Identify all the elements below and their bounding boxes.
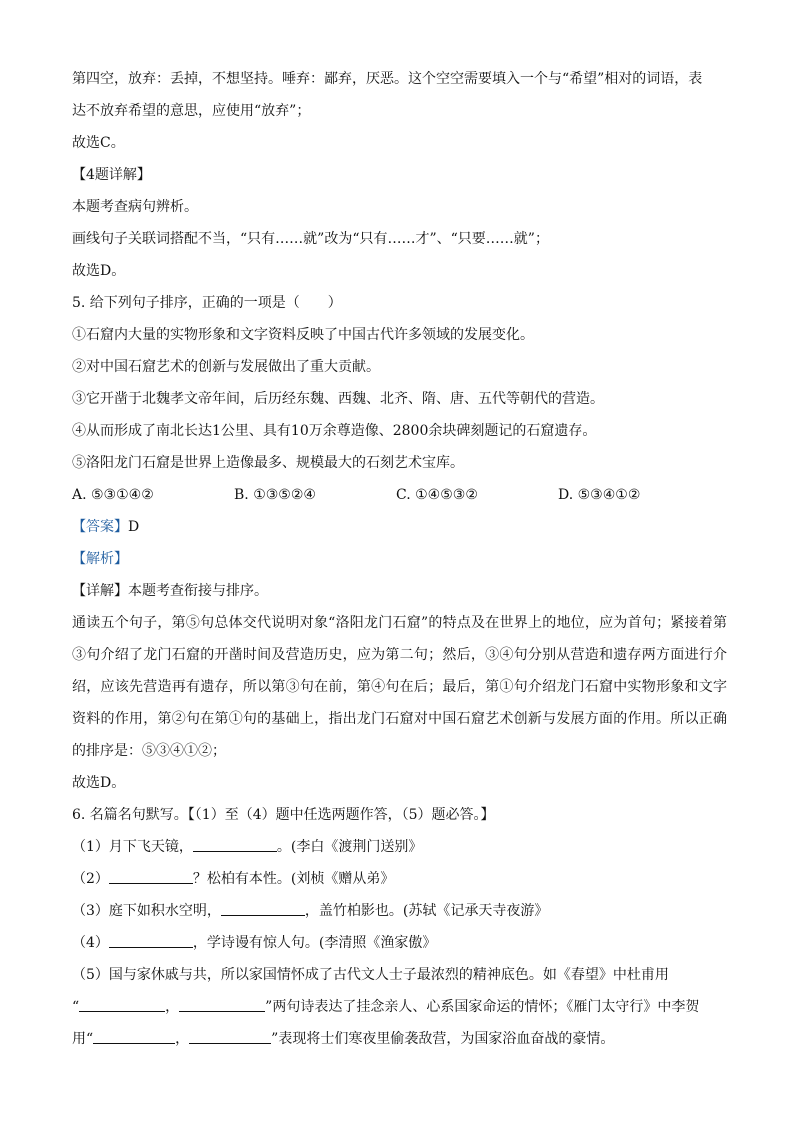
q5-sentence-5: ⑤洛阳龙门石窟是世界上造像最多、规模最大的石刻艺术宝库。: [72, 455, 464, 471]
q6-item-1: [72, 831, 727, 863]
q4-heading: 【4题详解】: [72, 167, 151, 183]
q5-choice: 故选D。: [72, 775, 126, 791]
q3-blank4-line1: 第四空，放弃：丢掉，不想坚持。唾弃：鄙弃，厌恶。这个空空需要填入一个与“希望”相对的词语，表: [72, 71, 703, 87]
q3-choice: 故选C。: [72, 135, 125, 151]
q5-sentence-2: ②对中国石窟艺术的创新与发展做出了重大贡献。: [72, 359, 380, 375]
detail-intro: 本题考查衔接与排序。: [128, 583, 268, 599]
q6-item-5-line2: [72, 991, 727, 1023]
q5-explanation: 通读五个句子，第⑤句总体交代说明对象“洛阳龙门石窟”的特点及在世界上的地位，应为首句；紧接着第③句介绍了龙门石窟的开凿时间及营造历史，应为第二句；然后，③④句分别从营造和遗存两方面进行介绍，应该先营造再有遗存，所以第③句在前，第④句在后；最后，第①句介绍龙门石窟中实物形象和文字资料的作用，第②句在第①句的基础上，指出龙门石窟对中国石窟艺术创新与发展方面的作用。所以正确的排序是：⑤③④①②；: [72, 615, 727, 759]
q6-stem: 6. 名篇名句默写。【（1）至（4）题中任选两题作答，（5）题必答。】: [72, 807, 495, 823]
q6-item-3-suffix: ，盖竹柏影也。(苏轼《记承天寺夜游》: [304, 903, 549, 919]
answer-blank[interactable]: [109, 866, 193, 884]
q6-item-2-suffix: ？松柏有本性。(刘桢《赠从弟》: [192, 871, 395, 887]
answer-blank[interactable]: [221, 898, 305, 916]
q5-option-b: B. ①③⑤②④: [234, 487, 316, 503]
q6-item-3-prefix: （3）庭下如积水空明，: [72, 903, 221, 919]
q6-item-5-line1: （5）国与家休戚与共，所以家国情怀成了古代文人士子最浓烈的精神底色。如《春望》中杜甫用: [72, 967, 669, 983]
q5-detail: [72, 575, 727, 607]
q5-sentence-1: ①石窟内大量的实物形象和文字资料反映了中国古代许多领域的发展变化。: [72, 327, 534, 343]
q5-options: [72, 479, 727, 511]
detail-tag: 【详解】: [72, 583, 128, 599]
q6-item-5-line3-prefix: 用“: [72, 1031, 94, 1047]
q6-item-3: [72, 895, 727, 927]
q6-item-4-suffix: ，学诗谩有惊人句。(李清照《渔家傲》: [192, 935, 437, 951]
q5-sentence-4: ④从而形成了南北长达1公里、具有10万余尊造像、2800余块碑刻题记的石窟遗存。: [72, 423, 597, 439]
q6-item-1-suffix: 。(李白《渡荆门送别》: [276, 839, 423, 855]
q6-item-2-prefix: （2）: [72, 871, 109, 887]
document-body: [72, 63, 727, 1055]
q3-blank4-line2: 达不放弃希望的意思，应使用“放弃”；: [72, 103, 311, 119]
q4-choice: 故选D。: [72, 263, 126, 279]
answer-blank[interactable]: [79, 994, 165, 1012]
q5-option-a: A. ⑤③①④②: [72, 487, 154, 503]
q6-item-4: [72, 927, 727, 959]
q5-sentence-3: ③它开凿于北魏孝文帝年间，后历经东魏、西魏、北齐、隋、唐、五代等朝代的营造。: [72, 391, 604, 407]
q4-intro: 本题考查病句辨析。: [72, 199, 198, 215]
answer-blank[interactable]: [109, 930, 193, 948]
q6-item-1-prefix: （1）月下飞天镜，: [72, 839, 193, 855]
answer-tag: 【答案】: [72, 519, 128, 535]
q4-reason: 画线句子关联词搭配不当，“只有……就”改为“只有……才”、“只要……就”；: [72, 231, 549, 247]
answer-blank[interactable]: [93, 1026, 175, 1044]
open-quote: “: [72, 999, 80, 1015]
comma: ，: [175, 1031, 190, 1047]
q5-answer: [72, 511, 727, 543]
comma: ，: [165, 999, 180, 1015]
answer-blank[interactable]: [179, 994, 265, 1012]
answer-blank[interactable]: [189, 1026, 271, 1044]
q5-option-d: D. ⑤③④①②: [558, 487, 641, 503]
answer-value: D: [128, 519, 140, 535]
q6-item-5-line3: [72, 1023, 727, 1055]
q6-item-5-line3-text: ”表现将士们寒夜里偷袭敌营，为国家浴血奋战的豪情。: [271, 1031, 615, 1047]
q6-item-4-prefix: （4）: [72, 935, 109, 951]
q5-stem: 5. 给下列句子排序，正确的一项是（ ）: [72, 295, 342, 311]
q6-item-5-line2-text: ”两句诗表达了挂念亲人、心系国家命运的情怀；《雁门太守行》中李贺: [265, 999, 700, 1015]
answer-blank[interactable]: [193, 834, 277, 852]
q6-item-2: [72, 863, 727, 895]
q5-analysis-tag: 【解析】: [72, 551, 128, 567]
q5-option-c: C. ①④⑤③②: [396, 487, 478, 503]
